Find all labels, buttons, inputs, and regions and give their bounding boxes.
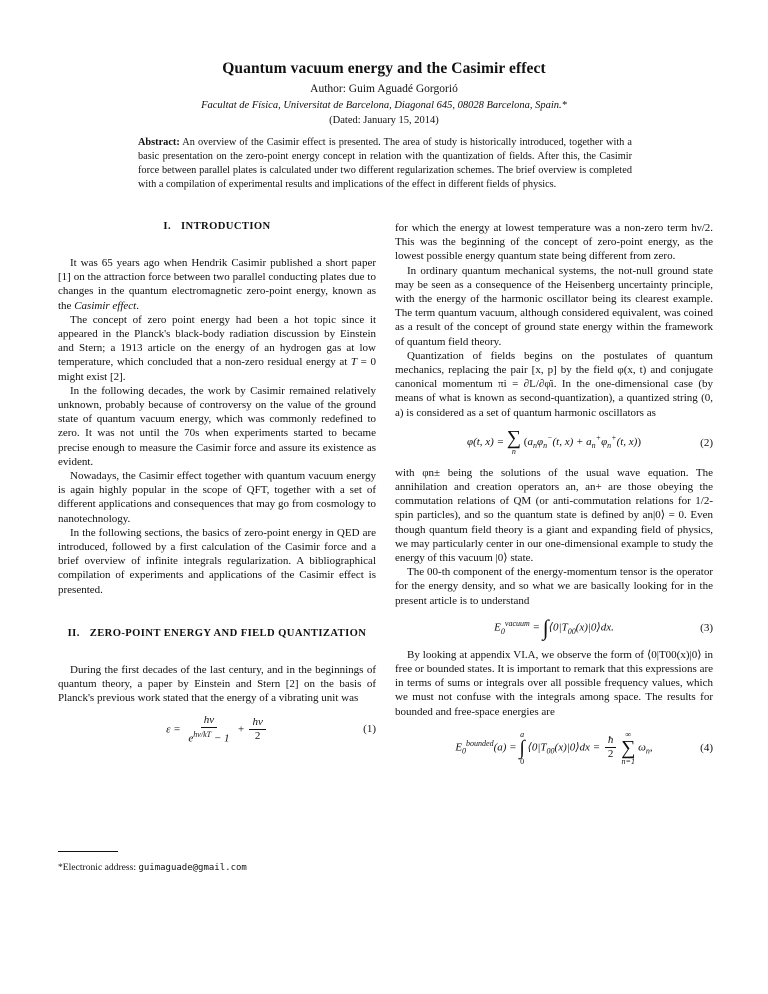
equation-number: (4) — [700, 741, 713, 754]
equation-number: (2) — [700, 436, 713, 449]
section-title: ZERO-POINT ENERGY AND FIELD QUANTIZATION — [89, 627, 367, 639]
paragraph: It was 65 years ago when Hendrik Casimir published a short paper [1] on the attraction force between two parallel conducting plates due to changes in the quantum electromagnetic zero-point energy, known as the Casimir effect. — [58, 257, 376, 312]
equation-number: (3) — [700, 621, 713, 634]
abstract — [138, 136, 632, 192]
equation-number: (1) — [363, 723, 376, 736]
equation-1: ε = $\frac{h\nu}{e^{h\nu/kT} - 1}$ + $\frac{h\nu}{2}$ (1) — [166, 713, 376, 745]
paragraph: In ordinary quantum mechanical systems, the not-null ground state may be seen as a consequence of the Heisenberg uncertainty principle, with the energy of the harmonic oscillator being its clearest example. The term quantum vacuum, although considered equivalent, was coined as a result of the concept of ground state energy within the framework of quantum field theory. — [395, 264, 713, 348]
paragraph: The concept of zero point energy had been a hot topic since it appeared in the Planck's black-body radiation discussion by Einstein and Stern; a 1913 article on the energy of an hydrogen gas at low temperature, which concluded that a non-zero residual energy at T = 0 might exist [2]. — [58, 313, 376, 383]
section-heading-introduction — [58, 220, 376, 234]
email-link[interactable]: guimaguade@gmail.com — [138, 863, 247, 873]
paragraph: In the following sections, the basics of zero-point energy in QED are introduced, followed by a first calculation of the Casimir force and a brief overview of infinite integrals regularization. A bibliographical compilation of experiments and applications of the Casimir effect is presented. — [58, 526, 376, 596]
section-number: I. — [163, 221, 171, 232]
right-column — [395, 221, 713, 777]
section-number: II. — [67, 627, 80, 639]
paragraph: for which the energy at lowest temperature was a non-zero term hν/2. This was the beginning of the concept of zero-point energy, as the lowest possible energy quantum state being different from zero. — [395, 222, 713, 263]
section-title: INTRODUCTION — [181, 221, 271, 232]
abstract-label: Abstract: — [138, 137, 180, 148]
abstract-text: An overview of the Casimir effect is presented. The area of study is historically introduced, together with a basic presentation on the zero-point energy concept in relation with the quantization of fields. After this, the Casimir force between parallel plates is calculated under two different regularization schemes. The brief overview is completed with a compilation of experimental results and implications of the effect in different fields of physics. — [138, 137, 632, 190]
paragraph: In the following decades, the work by Casimir remained relatively unknown, probably because of controversy on the value of the ground state of quantum vacuum energy, which was commonly redefined to zero. It was not until the 70s when experiments started to became precise enough to measure the Casimir force and assure its existence as evident. — [58, 384, 376, 468]
footnote-label: *Electronic address: — [58, 862, 139, 873]
footnote-rule — [58, 851, 118, 852]
paragraph: with φn± being the solutions of the usual wave equation. The annihilation and creation operators an, an+ are those obeying the commutation relations of QM (or anti-commutation relations for 1/2-spin particles), and so the quantum state is defined by an|0⟩ = 0. Even though quantum field theory is a giant and expanding field of physics, we may particularly center in our one-dimensional example to study the energy of this vacuum |0⟩ state. — [395, 466, 713, 565]
equation-3: $E_0^{vacuum}$ = $\int⟨0|T_{00}(x)|0⟩dx$. (3) — [494, 614, 713, 640]
left-column — [58, 220, 376, 753]
paper-title: Quantum vacuum energy and the Casimir effect — [222, 60, 546, 77]
paragraph: Nowadays, the Casimir effect together with quantum vacuum energy is again highly popular in the scope of QFT, together with a set of different applications and consequences that may go from cosmology to nanotechnology. — [58, 470, 376, 525]
paragraph: During the first decades of the last century, and in the beginnings of quantum theory, a paper by Einstein and Stern [2] on the basis of Planck's previous work stated that the energy of a vibrating unit was — [58, 663, 376, 705]
author-line: Author: Guim Aguadé Gorgorió — [310, 83, 458, 95]
equation-2: φ(t, x) = ∑ n ($a_n\varphi_n^-(t$, $x) + a_n^+\varphi_n^+(t$, x)) (2) — [467, 427, 713, 457]
paragraph: By looking at appendix VI.A, we observe the form of ⟨0|T00(x)|0⟩ in free or bounded states. It is important to remark that this expressions are in terms of sums or integrals over all possible frequency values, which we must not confuse with the integrals among space. The results for bounded and free-space energies are — [395, 648, 713, 718]
affiliation: Facultat de Física, Universitat de Barcelona, Diagonal 645, 08028 Barcelona, Spain.* — [201, 100, 567, 111]
paragraph: The 00-th component of the energy-momentum tensor is the operator for the energy density, and so what we are basically looking for in the present article is to understand — [395, 566, 713, 607]
date-line: (Dated: January 15, 2014) — [329, 115, 439, 126]
paragraph: Quantization of fields begins on the postulates of quantum mechanics, replacing the pair [x, p] by the field φ(x, t) and conjugate canonical momentum πi = ∂L/∂φ̇i. In the one-dimensional case (by means of what is known as second-quantization), a quantized string (0, a) is considered as a set of quantum harmonic oscillators as — [395, 349, 713, 419]
footnote — [58, 862, 247, 873]
equation-4: $E_0^{bounded}(a)$ = a ∫ 0 $⟨0|T_{00}(x)|0⟩dx$ = $\frac{ħ}{2}$ ∞ ∑ n=1 $\omega_n$, (4) — [455, 729, 713, 766]
section-heading-zero-point — [58, 627, 376, 641]
